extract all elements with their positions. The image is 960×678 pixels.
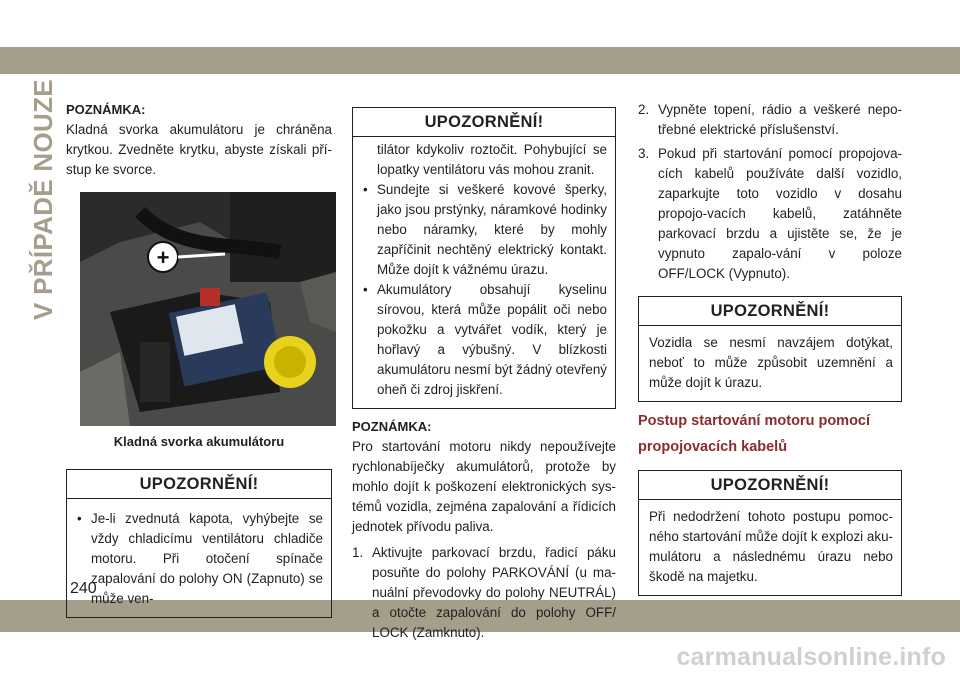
page-number: 240 [70,580,97,597]
note-title: POZNÁMKA: [66,102,146,117]
list-item [638,100,902,140]
section-subheading: Postup startování motoru pomocí propojovacích kabelů [638,413,871,455]
list-number: 1. [352,545,364,560]
section-side-title: V PŘÍPADĚ NOUZE [28,79,58,320]
warning-bullet: • Je-li zvednutá kapota, vyhýbejte se vždy chladicímu ventilátoru chladiče motoru. Při otočení spínače zapalování do polohy ON (Zapnuto) se může ven- [77,509,323,609]
note-title: POZNÁMKA: [352,419,432,434]
warning-box-2 [352,107,616,409]
warning-bullet: • Sundejte si veškeré kovové šperky, jako jsou prstýnky, náramkové hodinky nebo náramky, které by mohly zapříčinit nechtěný elektrický kontakt. Může dojít k vážnému úrazu. [363,180,607,280]
warning-body [353,137,615,408]
plus-label: + [156,245,170,270]
warning-box-4 [638,470,902,596]
warning-text: Při nedodržení tohoto postupu pomoc-ného startování může dojít k explozi aku-mulátoru a následnému úrazu nebo škodě na majetku. [649,509,893,584]
warning-body [639,500,901,595]
warning-title: UPOZORNĚNÍ! [353,108,615,137]
warning-body [67,499,331,617]
column-1 [66,100,332,618]
warning-bullet: • Akumulátory obsahují kyselinu sírovou, která může popálit oči nebo pokožku a vytvářet vodík, který je hořlavý a výbušný. V blízkosti akumulátoru nesmí být žádný otevřený oheň či zdroj jiskření. [363,280,607,400]
column-3 [638,100,902,596]
battery-illustration [80,192,336,426]
header-band [0,47,960,74]
note-text: Pro startování motoru nikdy nepoužívejte rychlonabíječky akumulátorů, protože by mohlo dojít k poškození elektronických sys-témů vozidla, zejména zapalování a řídicích jednotek přívodu paliva. [352,439,616,534]
figure-caption: Kladná svorka akumulátoru [113,434,285,449]
note-text: Kladná svorka akumulátoru je chráněna krytkou. Zvedněte krytku, abyste získali pří-stup ke svorce. [66,122,332,177]
list-text: Vypněte topení, rádio a veškeré nepo-třebné elektrické příslušenství. [658,102,902,137]
warning-box-1 [66,469,332,618]
list-item [352,543,616,643]
list-number: 2. [638,102,650,117]
column-2 [352,107,616,647]
warning-title: UPOZORNĚNÍ! [67,470,331,499]
list-item [638,144,902,284]
warning-text: Vozidla se nesmí navzájem dotýkat, neboť to může způsobit uzemnění a může dojít k úrazu. [649,335,893,390]
warning-title: UPOZORNĚNÍ! [639,471,901,500]
list-number: 3. [638,146,650,161]
list-text: Pokud při startování pomocí propojova-cích kabelů používáte další vozidlo, zaparkujte toto vozidlo v dosahu propojo-vacích kabelů, zatáhněte parkovací brzdu a ujistěte se, že je vypnuto zapalo-vání v poloze OFF/LOCK (Vypnuto). [658,146,902,281]
battery-photo [80,192,336,426]
warning-continuation: tilátor kdykoliv roztočit. Pohybující se lopatky ventilátoru vás mohou zranit. [377,142,607,177]
warning-body [639,326,901,401]
watermark: carmanualsonline.info [676,643,946,671]
warning-box-3 [638,296,902,402]
list-text: Aktivujte parkovací brzdu, řadicí páku posuňte do polohy PARKOVÁNÍ (u ma-nuální převodovky do polohy NEUTRÁL) a otočte zapalování do polohy OFF/ LOCK (Zamknuto). [372,545,616,640]
warning-title: UPOZORNĚNÍ! [639,297,901,326]
